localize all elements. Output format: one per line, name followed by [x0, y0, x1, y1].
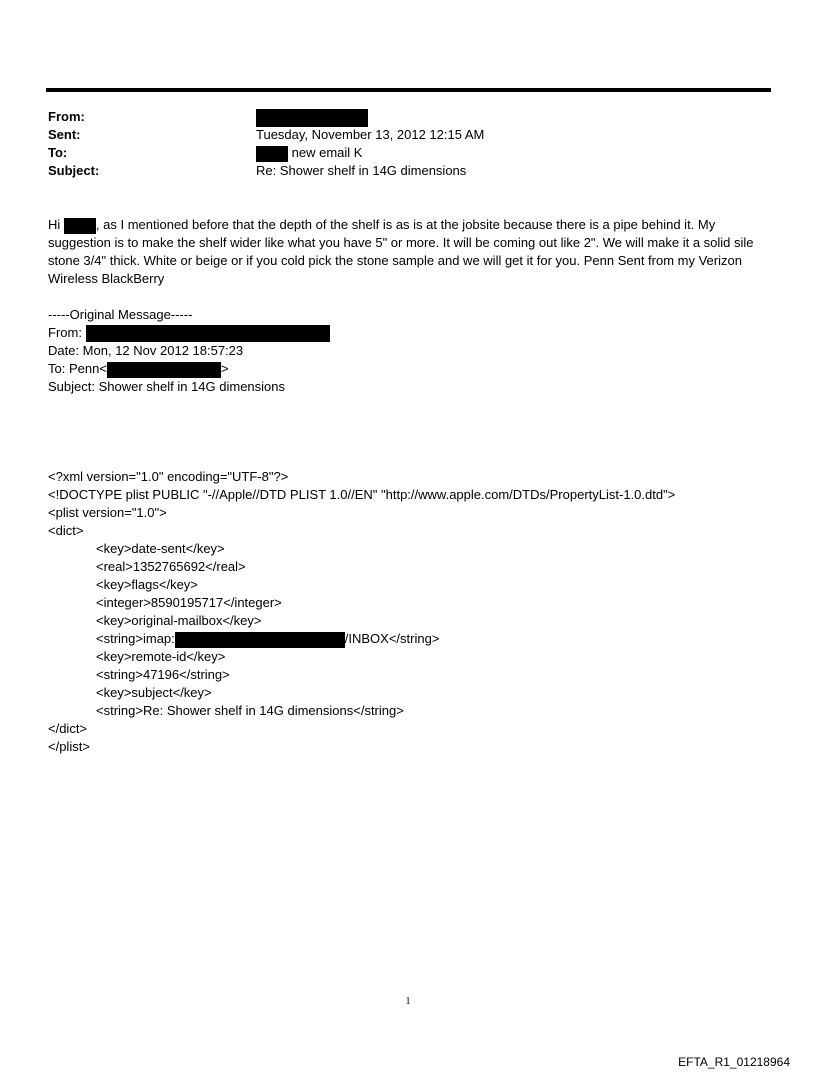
dict-open: <dict> [48, 523, 84, 538]
page-number: 1 [405, 996, 411, 1007]
key-original-mailbox: <key>original-mailbox</key> [96, 613, 262, 628]
string-remote-id: <string>47196</string> [96, 667, 230, 682]
subject-row [48, 162, 768, 180]
original-subject-line: Subject: Shower shelf in 14G dimensions [48, 379, 286, 394]
header-rule [46, 88, 771, 92]
integer-value: <integer>8590195717</integer> [96, 595, 282, 610]
real-value: <real>1352765692</real> [96, 559, 246, 574]
redaction-block [256, 109, 368, 127]
from-value [256, 108, 368, 127]
original-from-line [48, 324, 330, 342]
greeting: Hi [48, 217, 61, 232]
key-remote-id: <key>remote-id</key> [96, 649, 226, 664]
original-from-label: From: [48, 325, 82, 340]
subject-label: Subject: [48, 163, 100, 178]
string-imap-prefix: <string>imap: [96, 631, 175, 646]
message-body [48, 216, 766, 288]
sent-value: Tuesday, November 13, 2012 12:15 AM [256, 127, 485, 142]
subject-value: Re: Shower shelf in 14G dimensions [256, 163, 467, 178]
original-divider: -----Original Message----- [48, 307, 193, 322]
plist-close: </plist> [48, 739, 90, 754]
string-imap-line [96, 630, 439, 648]
from-label: From: [48, 109, 85, 124]
redaction-block [107, 362, 221, 378]
string-subject: <string>Re: Shower shelf in 14G dimensions</string> [96, 703, 404, 718]
to-row [48, 144, 768, 162]
redaction-block [175, 632, 345, 648]
key-date-sent: <key>date-sent</key> [96, 541, 225, 556]
document-id: EFTA_R1_01218964 [678, 1055, 790, 1069]
original-to-suffix: > [220, 361, 229, 376]
dict-close: </dict> [48, 721, 88, 736]
original-to-prefix: To: Penn< [48, 361, 107, 376]
xml-declaration: <?xml version="1.0" encoding="UTF-8"?> [48, 469, 289, 484]
key-flags: <key>flags</key> [96, 577, 198, 592]
string-imap-suffix: /INBOX</string> [344, 631, 440, 646]
sent-label: Sent: [48, 127, 81, 142]
key-subject: <key>subject</key> [96, 685, 212, 700]
plist-open: <plist version="1.0"> [48, 505, 167, 520]
redaction-block [64, 218, 96, 234]
redaction-block [256, 146, 288, 162]
original-date-line: Date: Mon, 12 Nov 2012 18:57:23 [48, 343, 244, 358]
doctype-line: <!DOCTYPE plist PUBLIC "-//Apple//DTD PLIST 1.0//EN" "http://www.apple.com/DTDs/PropertyList-1.0.dtd"> [48, 487, 676, 502]
to-value-text: new email K [291, 145, 363, 160]
to-label: To: [48, 145, 68, 160]
message-text: , as I mentioned before that the depth of the shelf is as is at the jobsite because there is a pipe behind it. My suggestion is to make the shelf wider like what you have 5" or more. It will be coming out like 2". We will make it a solid sile stone 3/4" thick. White or beige or if you cold pick the stone sample and we will get it for you. Penn Sent from my Verizon Wireless BlackBerry [48, 217, 754, 286]
from-row [48, 108, 768, 126]
sent-row [48, 126, 768, 144]
original-to-line [48, 360, 229, 378]
to-value [256, 144, 362, 162]
redaction-block [86, 325, 330, 342]
